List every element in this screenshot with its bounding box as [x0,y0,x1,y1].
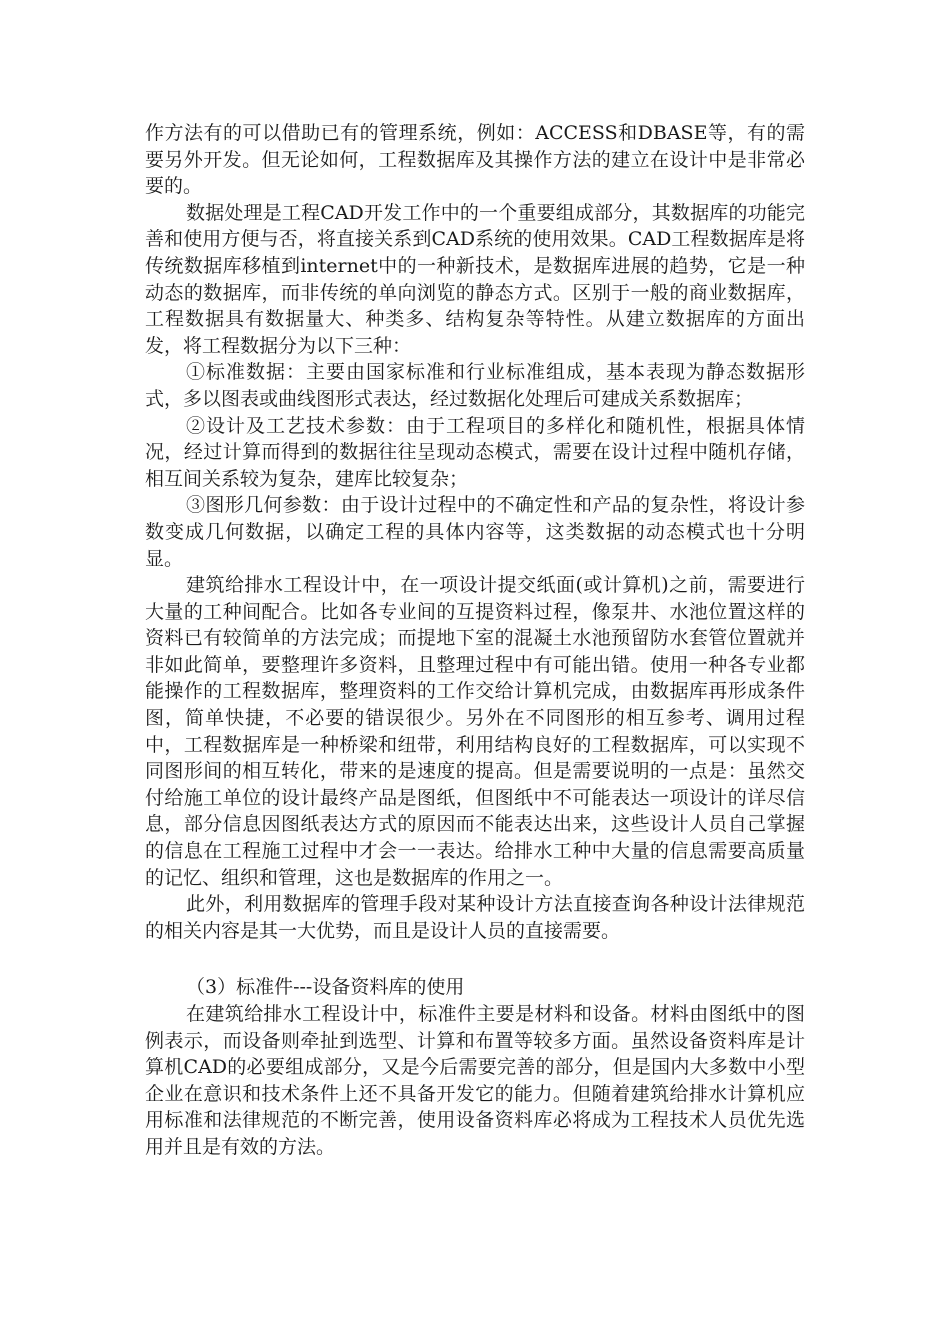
paragraph-water-supply-design: 建筑给排水工程设计中，在一项设计提交纸面(或计算机)之前，需要进行大量的工种间配合。比如各专业间的互提资料过程，像泵井、水池位置这样的资料已有较简单的方法完成；而提地下室的混凝土水池预留防水套管位置就并非如此简单，要整理许多资料，且整理过程中有可能出错。使用一种各专业都能操作的工程数据库，整理资料的工作交给计算机完成，由数据库再形成条件图，简单快捷，不必要的错误很少。另外在不同图形的相互参考、调用过程中，工程数据库是一种桥梁和纽带，利用结构良好的工程数据库，可以实现不同图形间的相互转化，带来的是速度的提高。但是需要说明的一点是：虽然交付给施工单位的设计最终产品是图纸，但图纸中不可能表达一项设计的详尽信息，部分信息因图纸表达方式的原因而不能表达出来，这些设计人员自己掌握的信息在工程施工过程中才会一一表达。给排水工种中大量的信息需要高质量的记忆、组织和管理，这也是数据库的作用之一。 [145,574,805,889]
list-item-design-parameters: ②设计及工艺技术参数：由于工程项目的多样化和随机性，根据具体情况，经过计算而得到的数据往往呈现动态模式，需要在设计过程中随机存储，相互间关系较为复杂，建库比较复杂； [145,414,805,490]
paragraph-continuation: 作方法有的可以借助已有的管理系统，例如：ACCESS和DBASE等，有的需要另外开发。但无论如何，工程数据库及其操作方法的建立在设计中是非常必要的。 [145,122,805,198]
paragraph-data-processing: 数据处理是工程CAD开发工作中的一个重要组成部分，其数据库的功能完善和使用方便与否，将直接关系到CAD系统的使用效果。CAD工程数据库是将传统数据库移植到internet中的一种新技术，是数据库进展的趋势，它是一种动态的数据库，而非传统的单向浏览的静态方式。区别于一般的商业数据库，工程数据具有数据量大、种类多、结构复杂等特性。从建立数据库的方面出发，将工程数据分为以下三种： [145,201,805,357]
paragraph-standard-parts: 在建筑给排水工程设计中，标准件主要是材料和设备。材料由图纸中的图例表示，而设备则牵扯到选型、计算和布置等较多方面。虽然设备资料库是计算机CAD的必要组成部分，又是今后需要完善的部分，但是国内大多数中小型企业在意识和技术条件上还不具备开发它的能力。但随着建筑给排水计算机应用标准和法律规范的不断完善，使用设备资料库必将成为工程技术人员优先选用并且是有效的方法。 [145,1003,805,1158]
list-item-geometry-parameters: ③图形几何参数：由于设计过程中的不确定性和产品的复杂性，将设计参数变成几何数据，以确定工程的具体内容等，这类数据的动态模式也十分明显。 [145,494,805,570]
paragraph-database-management: 此外，利用数据库的管理手段对某种设计方法直接查询各种设计法律规范的相关内容是其一大优势，而且是设计人员的直接需要。 [145,893,805,942]
list-item-standard-data: ①标准数据：主要由国家标准和行业标准组成，基本表现为静态数据形式，多以图表或曲线图形式表达，经过数据化处理后可建成关系数据库； [145,361,805,410]
section-heading: （3）标准件---设备资料库的使用 [186,976,465,999]
document-page [145,120,805,1161]
